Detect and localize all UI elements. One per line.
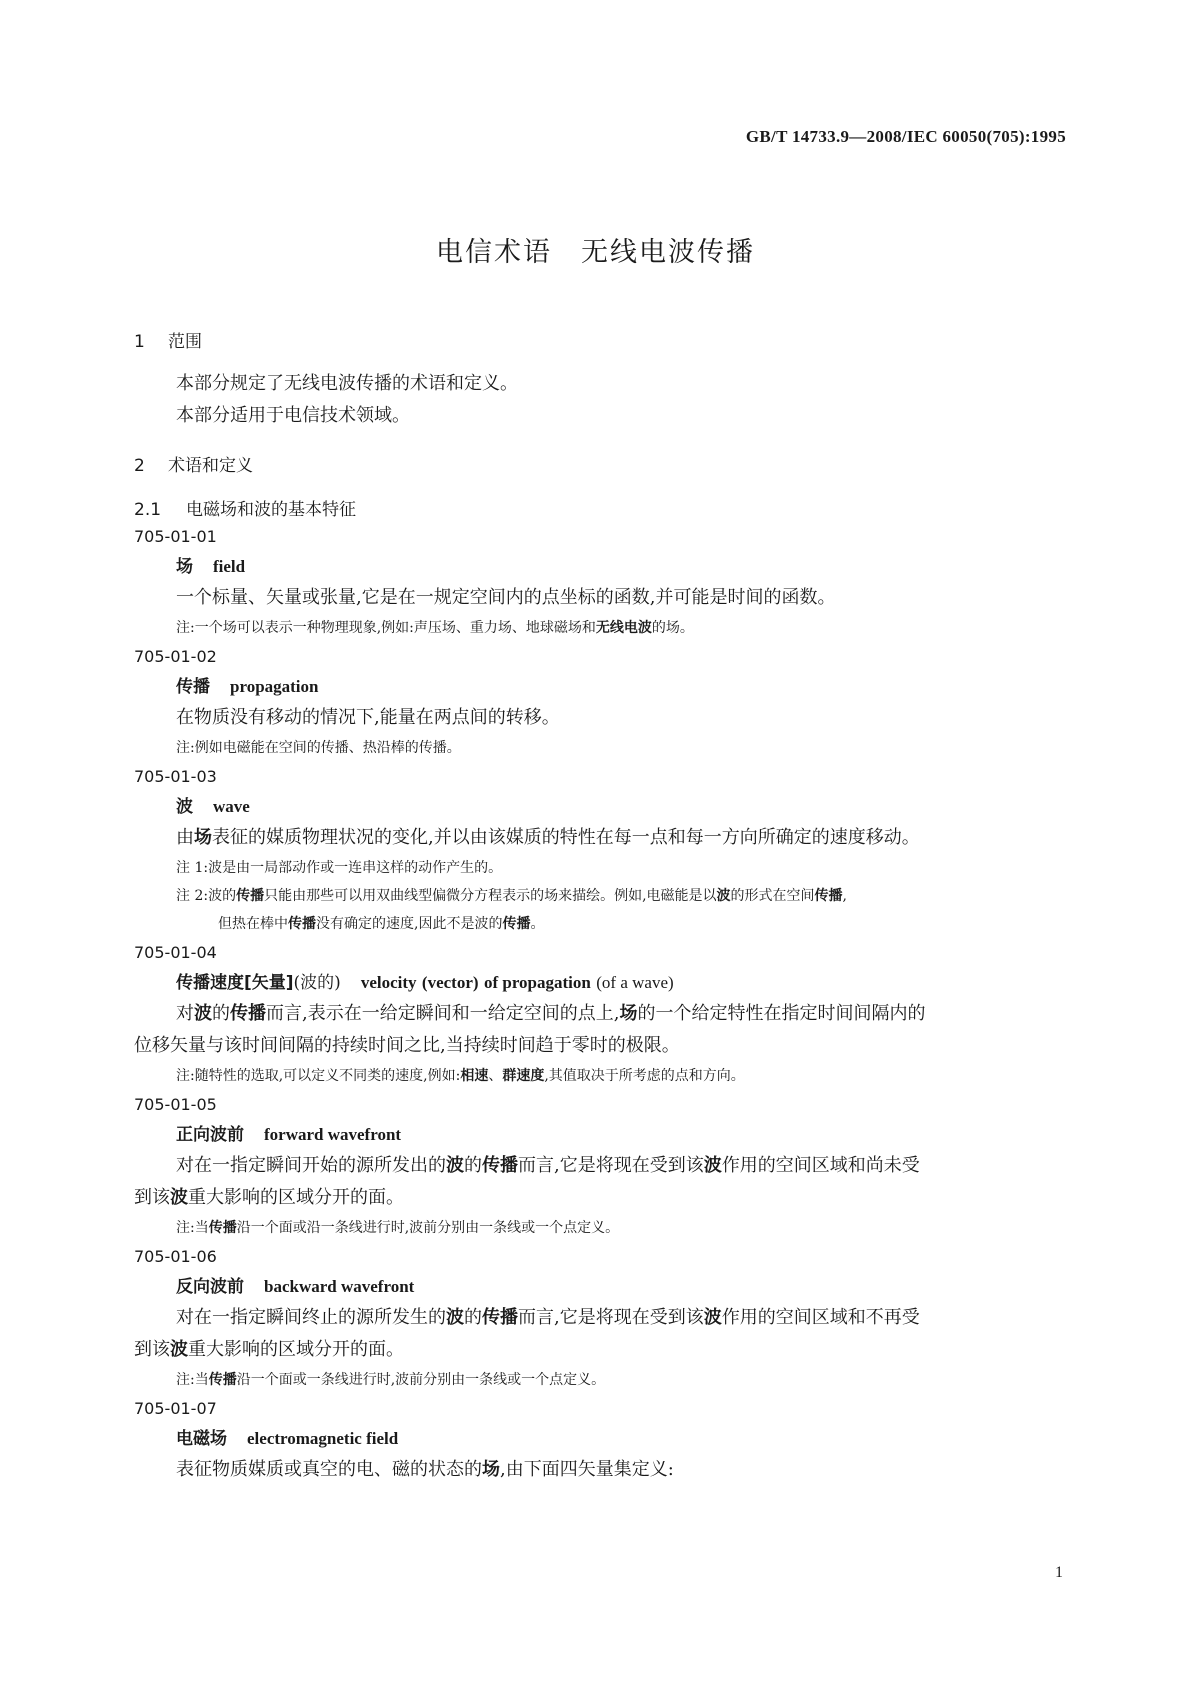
paragraph: 本部分规定了无线电波传播的术语和定义。 [176, 373, 518, 394]
note-text: , [842, 888, 847, 904]
def-text: 而言,它是将现在受到该 [518, 1307, 704, 1328]
section-title: 范围 [168, 332, 202, 352]
note-text: 只能由那些可以用双曲线型偏微分方程表示的场来描绘。例如,电磁能是以 [264, 888, 717, 904]
note-text: 的场。 [651, 620, 694, 636]
document-body [134, 330, 1058, 1486]
def-term-ref: 波 [170, 1187, 188, 1208]
def-term-ref: 场 [482, 1459, 500, 1480]
section-1-heading [134, 330, 1058, 354]
def-term-ref: 场 [619, 1003, 638, 1024]
term-en-qualifier: (of a wave) [596, 973, 674, 992]
entry-definition [134, 998, 1058, 1030]
entry-note-2 [134, 882, 1058, 910]
entry-definition: 在物质没有移动的情况下,能量在两点间的转移。 [176, 707, 560, 728]
entry-definition-continued [134, 1334, 1058, 1366]
entry-definition [134, 1302, 1058, 1334]
def-term-ref: 波 [703, 1307, 722, 1328]
note-term-ref: 传播 [814, 888, 843, 904]
section-number: 2 [134, 456, 145, 476]
entry-note-2-continued [134, 910, 1058, 938]
term-en: electromagnetic field [247, 1429, 399, 1448]
def-text: 到该 [134, 1339, 170, 1360]
term-zh: 正向波前 [176, 1125, 244, 1145]
term-zh-qualifier: (波的) [293, 973, 341, 993]
def-term-ref: 传播 [482, 1155, 518, 1176]
note-text: 沿一个面或一条线进行时,波前分别由一条线或一个点定义。 [236, 1372, 606, 1388]
def-text: 表征的媒质物理状况的变化,并以由该媒质的特性在每一点和每一方向所确定的速度移动。 [212, 827, 920, 848]
def-term-ref: 波 [703, 1155, 722, 1176]
note-term-ref: 传播 [208, 1220, 237, 1236]
entry-note [134, 1214, 1058, 1242]
note-text: 沿一个面或沿一条线进行时,波前分别由一条线或一个点定义。 [236, 1220, 620, 1236]
document-title: 电信术语 无线电波传播 [436, 237, 755, 268]
def-text: 对在一指定瞬间终止的源所发生的 [176, 1307, 446, 1328]
def-text: 重大影响的区域分开的面。 [188, 1187, 404, 1208]
term-zh: 反向波前 [176, 1277, 244, 1297]
def-text: 表征物质媒质或真空的电、磁的状态的 [176, 1459, 482, 1480]
def-term-ref: 波 [446, 1307, 464, 1328]
entry-note [134, 1366, 1058, 1394]
def-text: 而言,它是将现在受到该 [518, 1155, 704, 1176]
entry-note [134, 614, 1058, 642]
entry-note [134, 1062, 1058, 1090]
def-text: 作用的空间区域和不再受 [721, 1307, 920, 1328]
note-text: 没有确定的速度,因此不是波的 [316, 916, 503, 932]
entry-term [134, 1120, 1058, 1150]
note-text: 的形式在空间 [730, 888, 815, 904]
def-text: 到该 [134, 1187, 170, 1208]
term-zh-qualifier: [矢量] [244, 973, 294, 993]
def-text: 的 [464, 1307, 482, 1328]
def-term-ref: 波 [170, 1339, 188, 1360]
entry-code: 705-01-06 [134, 1247, 217, 1266]
term-zh: 电磁场 [176, 1429, 227, 1449]
def-term-ref: 场 [194, 827, 212, 848]
note-text: 注:随特性的选取,可以定义不同类的速度,例如: [176, 1068, 461, 1084]
section-2-heading [134, 454, 1058, 478]
section-2-1-heading [134, 498, 1058, 522]
entry-definition [134, 1454, 1058, 1486]
def-text: ,由下面四矢量集定义: [500, 1459, 674, 1480]
note-text: 但热在棒中 [218, 916, 288, 932]
entry-definition [134, 822, 1058, 854]
entry-term [134, 792, 1058, 822]
entry-definition: 一个标量、矢量或张量,它是在一规定空间内的点坐标的函数,并可能是时间的函数。 [176, 587, 836, 608]
term-zh: 场 [176, 557, 193, 577]
entry-term [134, 968, 1058, 998]
entry-note-1: 注 1:波是由一局部动作或一连串这样的动作产生的。 [176, 860, 503, 876]
note-term-ref: 传播 [208, 1372, 237, 1388]
term-zh: 波 [176, 797, 193, 817]
entry-definition-continued: 位移矢量与该时间间隔的持续时间之比,当持续时间趋于零时的极限。 [134, 1035, 680, 1056]
note-term-ref: 传播 [288, 916, 316, 932]
def-text: 的一个给定特性在指定时间间隔内的 [637, 1003, 926, 1024]
entry-definition-continued [134, 1182, 1058, 1214]
note-text: 。 [530, 916, 545, 932]
section-title: 电磁场和波的基本特征 [186, 500, 356, 520]
def-text: 重大影响的区域分开的面。 [188, 1339, 404, 1360]
note-text: 注:当 [176, 1220, 209, 1236]
section-number: 2.1 [134, 500, 162, 520]
page-number: 1 [1055, 1564, 1063, 1581]
def-term-ref: 传播 [482, 1307, 518, 1328]
term-en: backward wavefront [264, 1277, 415, 1296]
entry-note: 注:例如电磁能在空间的传播、热沿棒的传播。 [176, 740, 461, 756]
entry-code: 705-01-07 [134, 1399, 217, 1418]
note-text: 注 2:波的 [176, 888, 237, 904]
def-text: 的 [212, 1003, 230, 1024]
note-text: 、 [488, 1068, 503, 1084]
term-en: of propagation [483, 973, 591, 992]
entry-code: 705-01-05 [134, 1095, 217, 1114]
term-zh: 传播 [176, 677, 210, 697]
def-term-ref: 波 [446, 1155, 464, 1176]
term-en-qualifier: (vector) [421, 973, 479, 992]
note-text: 注:一个场可以表示一种物理现象,例如:声压场、重力场、地球磁场和 [176, 620, 596, 636]
term-zh: 传播速度 [176, 973, 244, 993]
paragraph: 本部分适用于电信技术领域。 [176, 405, 410, 426]
term-en: propagation [230, 677, 319, 696]
section-number: 1 [134, 332, 145, 352]
entry-term [134, 672, 1058, 702]
term-en: wave [213, 797, 250, 816]
def-text: 对在一指定瞬间开始的源所发出的 [176, 1155, 446, 1176]
term-en: velocity [360, 973, 417, 992]
note-text: ,其值取决于所考虑的点和方向。 [544, 1068, 745, 1084]
section-title: 术语和定义 [168, 456, 253, 476]
note-term-ref: 无线电波 [595, 620, 652, 636]
def-term-ref: 传播 [230, 1003, 266, 1024]
entry-definition [134, 1150, 1058, 1182]
note-term-ref: 群速度 [502, 1068, 545, 1084]
entry-code: 705-01-01 [134, 527, 217, 546]
term-en: forward wavefront [264, 1125, 402, 1144]
entry-code: 705-01-03 [134, 767, 217, 786]
def-text: 而言,表示在一给定瞬间和一给定空间的点上, [266, 1003, 620, 1024]
note-text: 注:当 [176, 1372, 209, 1388]
note-term-ref: 传播 [502, 916, 531, 932]
def-term-ref: 波 [194, 1003, 212, 1024]
note-term-ref: 波 [716, 888, 731, 904]
entry-term [134, 1424, 1058, 1454]
note-term-ref: 相速 [460, 1068, 489, 1084]
entry-term [134, 552, 1058, 582]
entry-code: 705-01-02 [134, 647, 217, 666]
def-text: 对 [176, 1003, 194, 1024]
note-term-ref: 传播 [236, 888, 265, 904]
term-en: field [213, 557, 246, 576]
def-text: 的 [464, 1155, 482, 1176]
entry-term [134, 1272, 1058, 1302]
def-text: 由 [176, 827, 194, 848]
def-text: 作用的空间区域和尚未受 [721, 1155, 920, 1176]
entry-code: 705-01-04 [134, 943, 217, 962]
standard-id: GB/T 14733.9—2008/IEC 60050(705):1995 [745, 127, 1066, 146]
